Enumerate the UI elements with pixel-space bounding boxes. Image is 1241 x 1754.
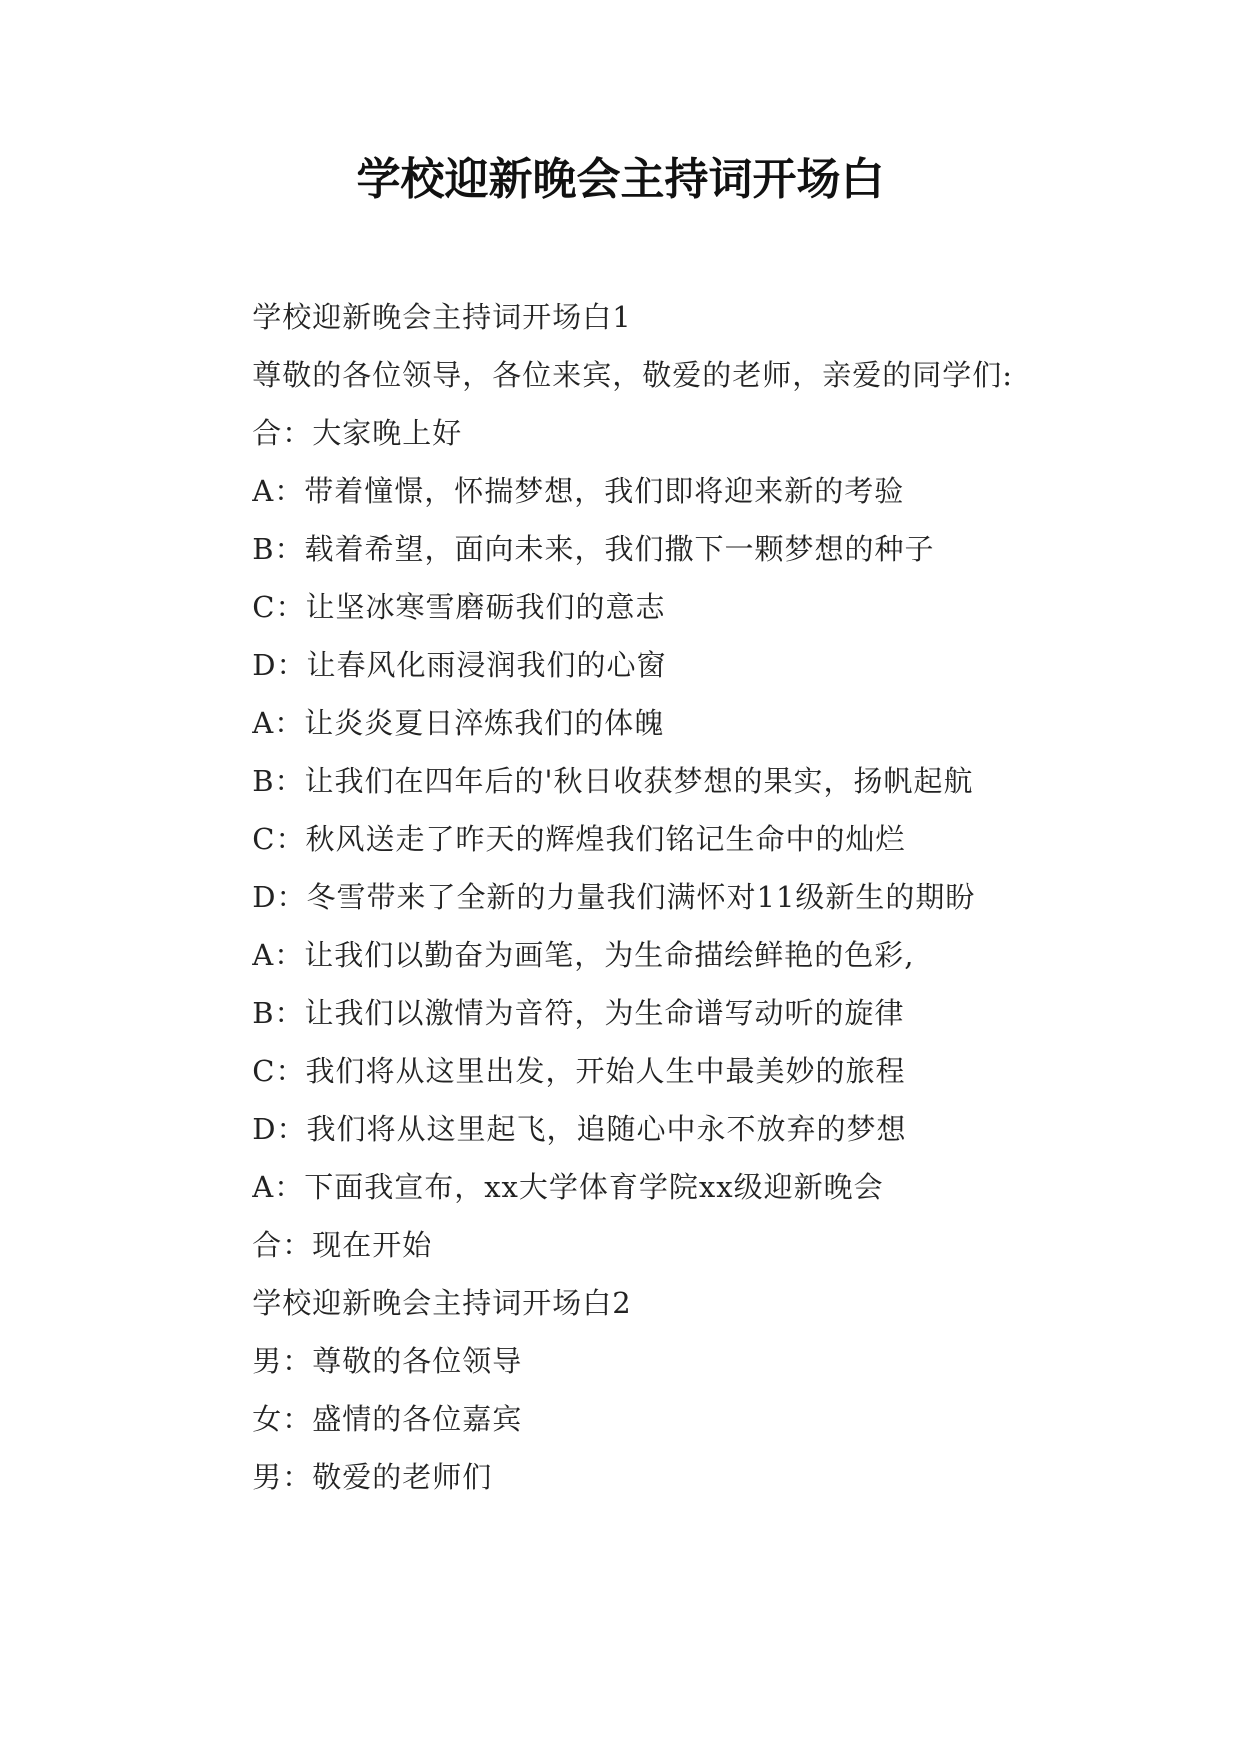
paragraph: 合：大家晚上好 <box>252 416 463 450</box>
paragraph: A：下面我宣布，xx大学体育学院xx级迎新晚会 <box>252 1170 884 1204</box>
paragraph: C：我们将从这里出发，开始人生中最美妙的旅程 <box>252 1054 906 1088</box>
paragraph: 合：现在开始 <box>252 1228 433 1262</box>
paragraph: 女：盛情的各位嘉宾 <box>252 1402 523 1436</box>
paragraph: 男：尊敬的各位领导 <box>252 1344 523 1378</box>
paragraph: D：让春风化雨浸润我们的心窗 <box>252 648 667 682</box>
paragraph: D：我们将从这里起飞，追随心中永不放弃的梦想 <box>252 1112 907 1146</box>
paragraph: 尊敬的各位领导，各位来宾，敬爱的老师，亲爱的同学们: <box>252 358 1014 392</box>
paragraph: C：秋风送走了昨天的辉煌我们铭记生命中的灿烂 <box>252 822 906 856</box>
paragraph: 学校迎新晚会主持词开场白2 <box>252 1286 632 1320</box>
paragraph: B：载着希望，面向未来，我们撒下一颗梦想的种子 <box>252 532 935 566</box>
paragraph: B：让我们在四年后的'秋日收获梦想的果实，扬帆起航 <box>252 764 974 798</box>
paragraph: D：冬雪带来了全新的力量我们满怀对11级新生的期盼 <box>252 880 976 914</box>
paragraph: A：让炎炎夏日淬炼我们的体魄 <box>252 706 665 740</box>
paragraph: A：带着憧憬，怀揣梦想，我们即将迎来新的考验 <box>252 474 905 508</box>
document-title: 学校迎新晚会主持词开场白 <box>356 154 885 205</box>
document-body <box>187 288 1055 1506</box>
paragraph: A：让我们以勤奋为画笔，为生命描绘鲜艳的色彩, <box>252 938 915 972</box>
paragraph: 学校迎新晚会主持词开场白1 <box>252 300 632 334</box>
paragraph: B：让我们以激情为音符，为生命谱写动听的旋律 <box>252 996 905 1030</box>
paragraph: C：让坚冰寒雪磨砺我们的意志 <box>252 590 666 624</box>
paragraph: 男：敬爱的老师们 <box>252 1460 493 1494</box>
